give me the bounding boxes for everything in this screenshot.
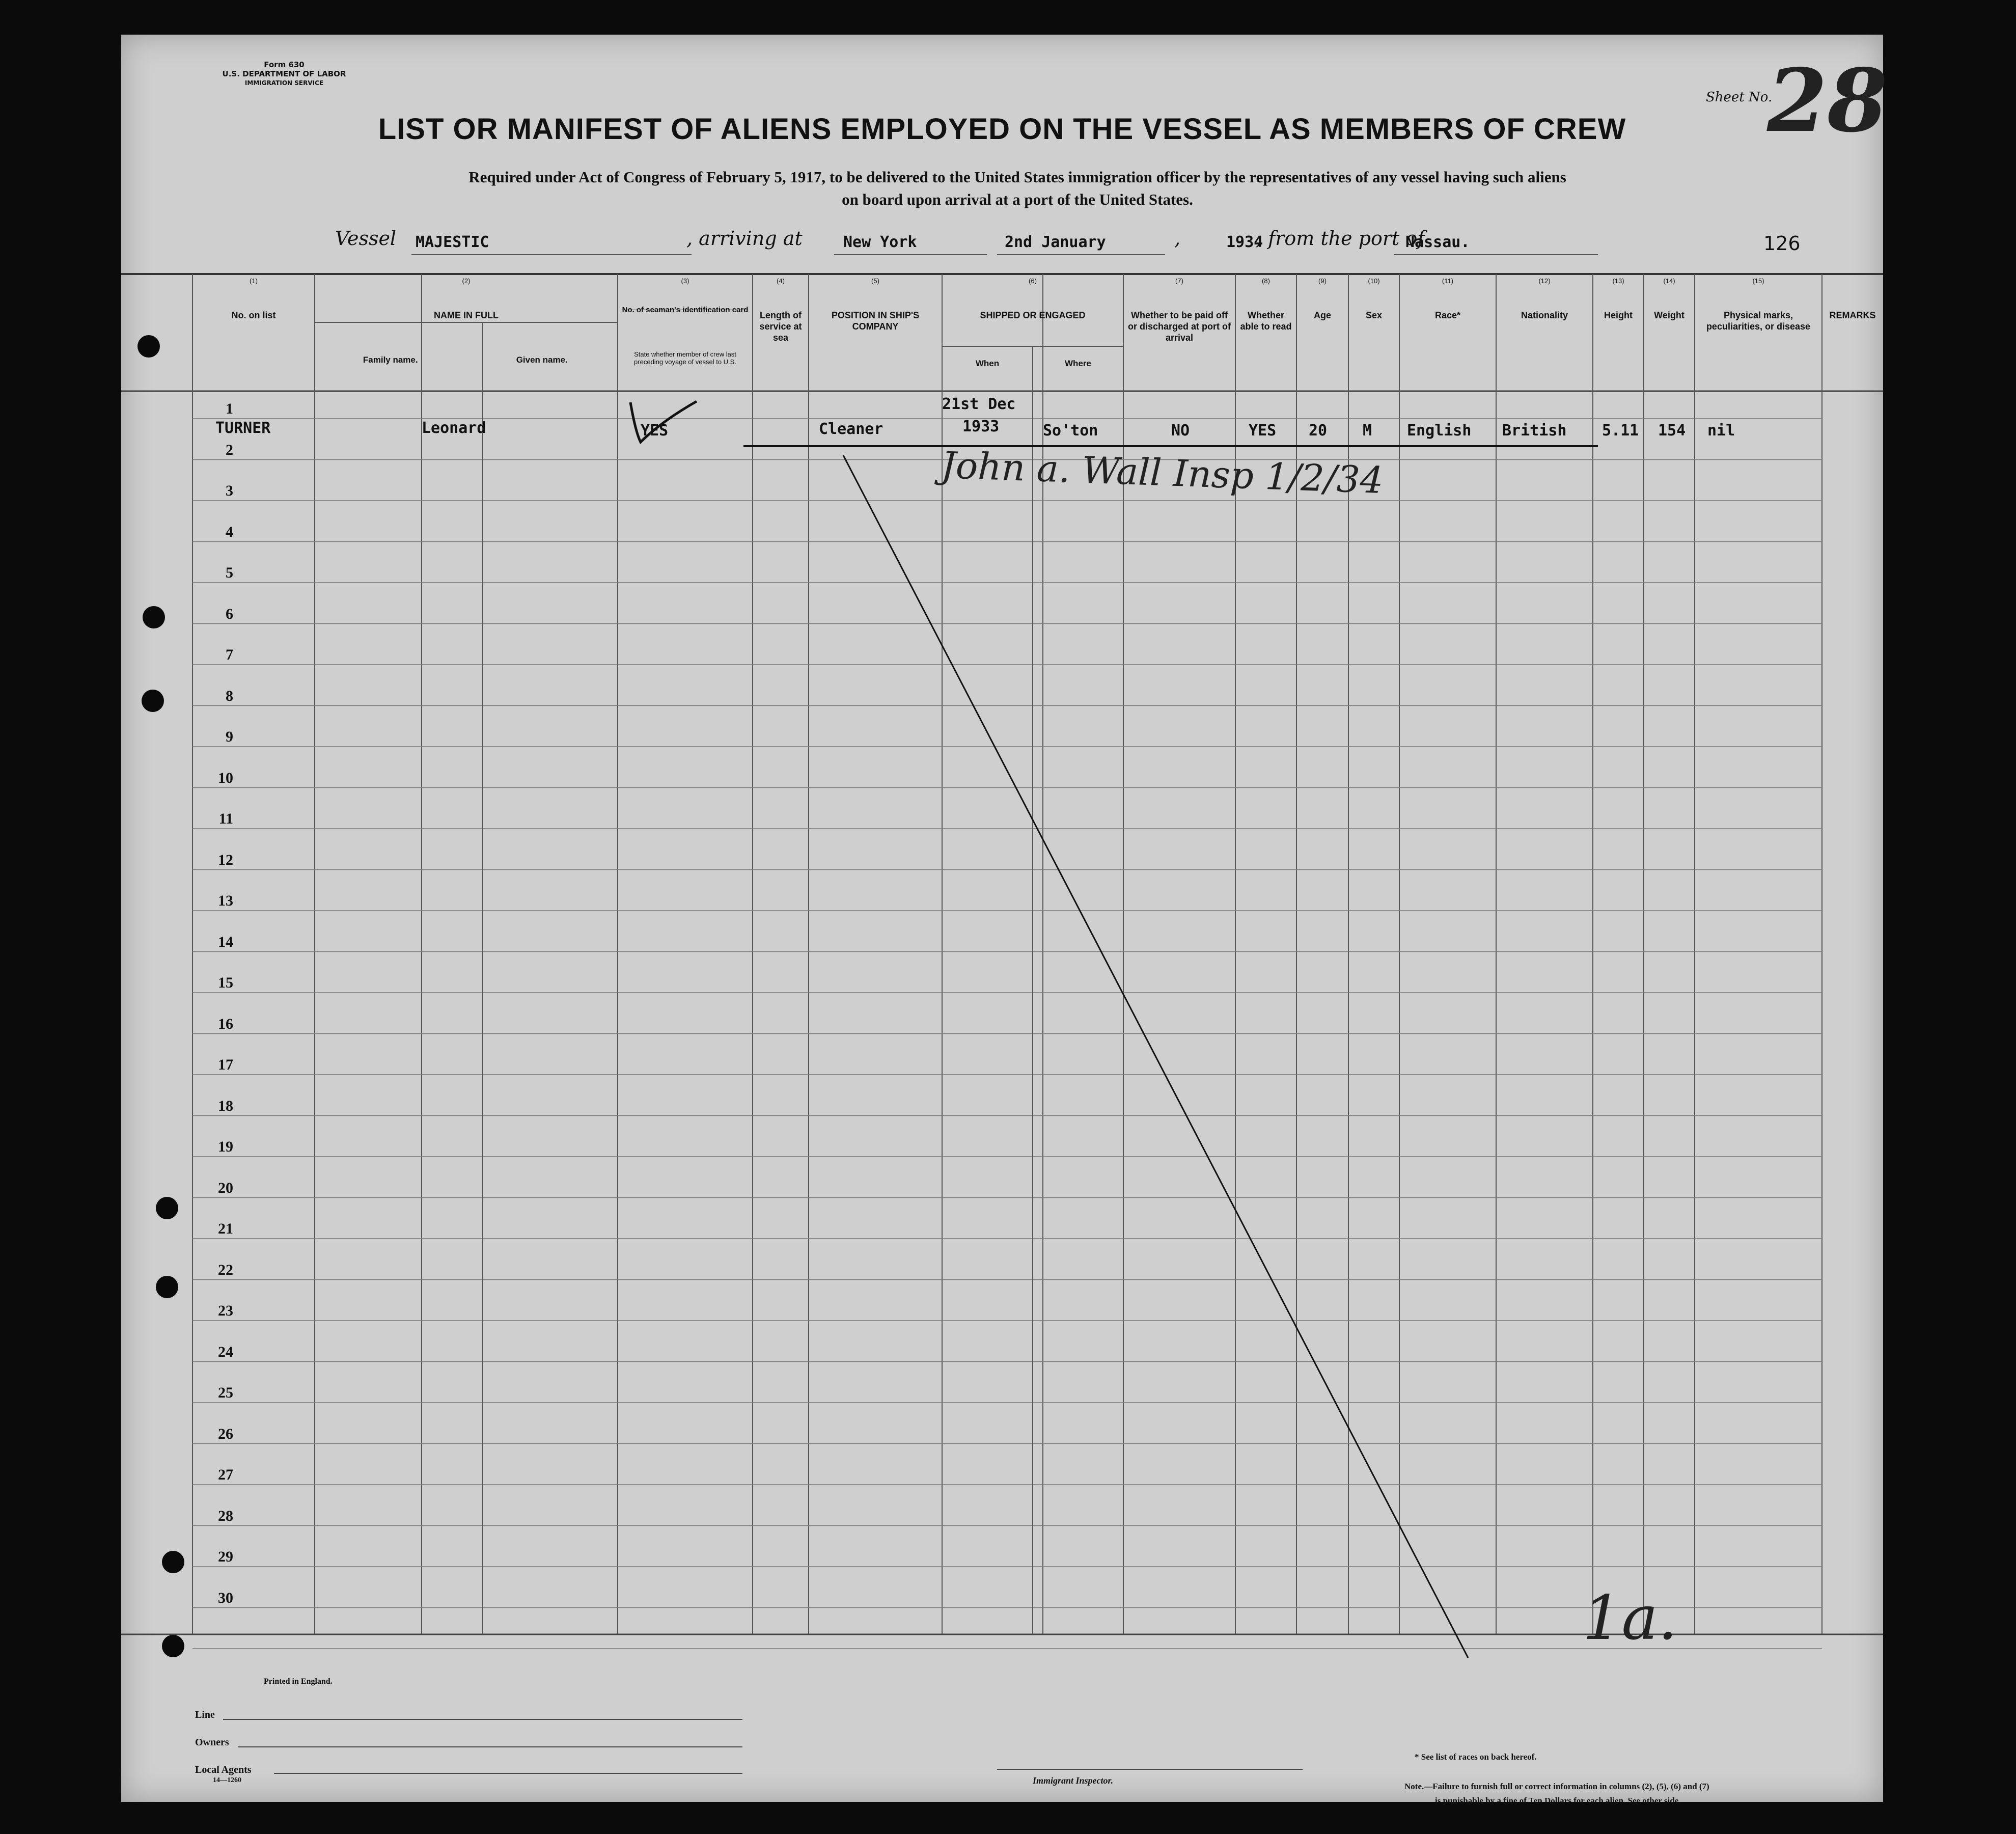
row-number: 24 — [218, 1343, 233, 1360]
column-subheader: When — [975, 359, 1000, 368]
column-header: SHIPPED OR ENGAGED — [980, 310, 1086, 320]
age: 20 — [1309, 422, 1328, 440]
subtitle-line-1: Required under Act of Congress of February 5, 1917, to be delivered to the United States immigration officer by the representatives of any vessel having such aliens — [468, 168, 1566, 186]
row-number: 25 — [218, 1384, 233, 1401]
subtitle-line-2: on board upon arrival at a port of the United States. — [842, 190, 1193, 208]
punch-hole — [156, 1197, 178, 1219]
inspector-label: Immigrant Inspector. — [1033, 1775, 1114, 1786]
vessel-label: Vessel — [335, 227, 397, 250]
able-to-read: YES — [1249, 422, 1277, 440]
row-number: 5 — [226, 564, 233, 581]
column-number: (1) — [250, 277, 258, 285]
arrival-year: 1934 — [1226, 233, 1263, 251]
column-number: (4) — [777, 277, 785, 285]
race-footnote: * See list of races on back hereof. — [1415, 1752, 1537, 1762]
nationality: British — [1502, 422, 1567, 440]
shipped-where: So'ton — [1043, 422, 1098, 440]
column-number: (13) — [1612, 277, 1624, 285]
stamp-number: 126 — [1763, 232, 1801, 255]
row-number: 14 — [218, 933, 233, 950]
column-header: Sex — [1365, 310, 1383, 320]
row-number: 21 — [218, 1220, 233, 1237]
form-code: 14—1260 — [213, 1776, 241, 1784]
column-header: No. of seaman's identification card — [622, 306, 749, 314]
sheet-label: Sheet No. — [1706, 90, 1773, 105]
row-number: 7 — [226, 646, 233, 663]
column-header: Physical marks, peculiarities, or disease — [1706, 310, 1811, 332]
column-header: Length of service at sea — [759, 310, 802, 343]
prev-voyage: YES — [641, 422, 669, 440]
column-number: (2) — [462, 277, 471, 285]
column-number: (14) — [1663, 277, 1675, 285]
shipped-when-date: 21st Dec — [942, 395, 1016, 413]
footer-lines — [121, 35, 1883, 1802]
row-number: 29 — [218, 1548, 233, 1565]
punch-hole — [156, 1276, 178, 1298]
column-subheader: Family name. — [363, 355, 418, 365]
shipped-when-year: 1933 — [962, 418, 1000, 435]
punch-hole — [162, 1635, 184, 1657]
note-line-1: Note.—Failure to furnish full or correct information in columns (2), (5), (6) and (7) — [1404, 1782, 1709, 1791]
position: Cleaner — [819, 420, 883, 438]
column-number: (8) — [1262, 277, 1270, 285]
corner-mark: 1a. — [1583, 1583, 1678, 1654]
form-department: U.S. DEPARTMENT OF LABOR — [222, 69, 346, 78]
punch-hole — [137, 335, 160, 358]
weight: 154 — [1658, 422, 1686, 440]
physical-marks: nil — [1707, 422, 1735, 440]
row-number: 10 — [218, 769, 233, 786]
given-name: Leonard — [422, 419, 486, 437]
form-service: IMMIGRATION SERVICE — [244, 79, 324, 87]
sheet-number: 28 — [1767, 50, 1888, 152]
column-number: (11) — [1442, 277, 1454, 285]
row-number: 20 — [218, 1179, 233, 1196]
column-number: (12) — [1538, 277, 1551, 285]
family-name: TURNER — [215, 419, 271, 437]
height: 5.11 — [1602, 422, 1639, 440]
column-number: (6) — [1029, 277, 1037, 285]
column-header: REMARKS — [1829, 310, 1876, 320]
column-note: State whether member of crew last preceding voyage of vessel to U.S. — [634, 350, 736, 366]
row-number: 22 — [218, 1261, 233, 1278]
inspector-signature: John a. Wall Insp 1/2/34 — [940, 443, 1384, 502]
column-header: Age — [1313, 310, 1331, 320]
row-number: 27 — [218, 1466, 233, 1483]
column-header: Nationality — [1521, 310, 1568, 320]
year-label: , — [1174, 227, 1181, 250]
column-header: Whether to be paid off or discharged at port of arrival — [1127, 310, 1231, 343]
owners-label: Owners — [195, 1737, 229, 1748]
row-number: 26 — [218, 1425, 233, 1442]
column-header: POSITION IN SHIP'S COMPANY — [831, 310, 920, 332]
row-number: 30 — [218, 1589, 233, 1606]
row-number: 17 — [218, 1056, 233, 1073]
column-number: (3) — [681, 277, 689, 285]
row-number: 11 — [218, 810, 233, 827]
row-number: 12 — [218, 851, 233, 868]
column-subheader: Where — [1065, 359, 1091, 368]
column-subheader: Given name. — [516, 355, 568, 365]
row-number: 9 — [226, 728, 233, 745]
row-number: 4 — [226, 523, 233, 540]
row-number: 3 — [226, 482, 233, 499]
note-line-2: is punishable by a fine of Ten Dollars for each alien. See other side. — [1435, 1796, 1681, 1805]
arriving-label: , arriving at — [686, 227, 803, 250]
punch-hole — [143, 606, 165, 628]
column-number: (10) — [1368, 277, 1380, 285]
column-number: (5) — [871, 277, 879, 285]
column-header: Whether able to read — [1240, 310, 1292, 332]
sex: M — [1363, 422, 1372, 440]
form-number: Form 630 — [264, 60, 305, 69]
column-number: (7) — [1175, 277, 1183, 285]
row-number: 19 — [218, 1138, 233, 1155]
column-number: (15) — [1752, 277, 1764, 285]
column-header: NAME IN FULL — [434, 310, 499, 320]
punch-hole — [162, 1551, 184, 1573]
line-label: Line — [195, 1709, 215, 1720]
row-number: 2 — [226, 441, 233, 458]
paid-off: NO — [1171, 422, 1190, 440]
race: English — [1407, 422, 1472, 440]
row-number: 13 — [218, 892, 233, 909]
row-number: 1 — [226, 400, 233, 417]
column-header: Height — [1604, 310, 1633, 320]
row-number: 23 — [218, 1302, 233, 1319]
departure-port: Nassau. — [1405, 233, 1470, 251]
column-number: (9) — [1318, 277, 1327, 285]
vessel-name: MAJESTIC — [416, 233, 489, 251]
column-header: Weight — [1654, 310, 1684, 320]
row-number: 6 — [226, 605, 233, 622]
column-header: No. on list — [231, 310, 276, 320]
punch-hole — [142, 690, 164, 712]
row-number: 15 — [218, 974, 233, 991]
manifest-sheet — [121, 35, 1888, 1805]
arriving-port: New York — [843, 233, 917, 251]
local-agents-label: Local Agents — [195, 1764, 252, 1775]
row-number: 8 — [226, 687, 233, 704]
row-number: 16 — [218, 1015, 233, 1032]
row-number: 18 — [218, 1097, 233, 1114]
from-port-label: , from the port of — [1256, 227, 1425, 250]
printed-note: Printed in England. — [264, 1677, 333, 1686]
page-title: LIST OR MANIFEST OF ALIENS EMPLOYED ON THE VESSEL AS MEMBERS OF CREW — [378, 113, 1626, 146]
row-number: 28 — [218, 1507, 233, 1524]
arrival-date: 2nd January — [1005, 233, 1106, 251]
column-header: Race* — [1434, 310, 1461, 320]
